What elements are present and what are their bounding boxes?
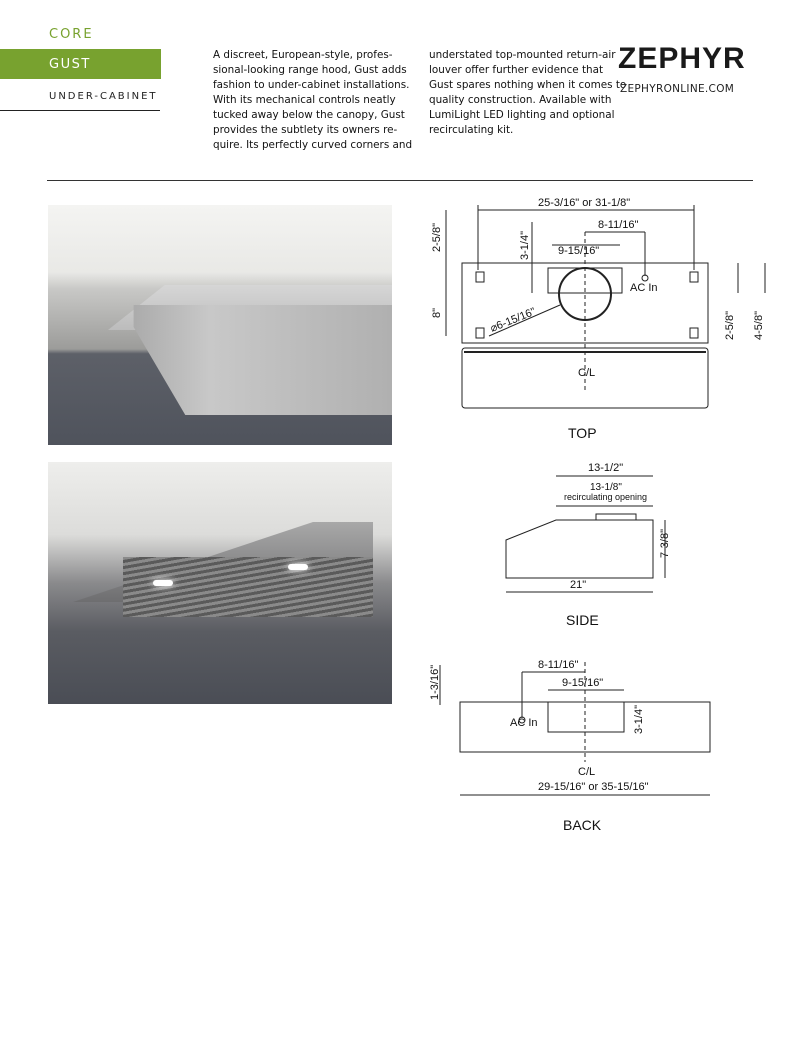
top-cl: C/L	[578, 367, 596, 379]
product-photo-underside	[48, 462, 392, 704]
product-photo-front	[48, 205, 392, 445]
category-label: UNDER-CABINET	[49, 91, 158, 102]
zephyr-logo: ZEPHYR	[618, 42, 746, 75]
dim-top-duct: 9-15/16"	[558, 245, 600, 257]
dim-back-width: 29-15/16" or 35-15/16"	[538, 781, 649, 793]
series-label: CORE	[49, 27, 94, 42]
back-cl: C/L	[578, 766, 596, 778]
dim-back-offset: 8-11/16"	[538, 659, 579, 671]
dim-side-total: 13-1/2"	[588, 462, 624, 474]
dim-back-height: 3-1/4"	[633, 705, 645, 734]
dim-side-height: 7-3/8"	[659, 529, 671, 558]
dim-diameter: ⌀6-15/16"	[488, 305, 538, 335]
dim-right-a: 2-5/8"	[724, 311, 736, 340]
dim-side-depth: 21"	[570, 579, 587, 591]
side-view-body	[506, 520, 653, 578]
dim-top-width: 25-3/16" or 31-1/8"	[538, 197, 631, 209]
website-link[interactable]: ZEPHYRONLINE.COM	[620, 83, 735, 95]
section-divider	[47, 180, 753, 181]
dim-depth: 8"	[431, 307, 443, 318]
dim-back-top: 1-3/16"	[429, 664, 441, 700]
dim-side-recirc: 13-1/8"	[590, 482, 622, 493]
dim-top-offset: 8-11/16"	[598, 219, 639, 231]
model-name: GUST	[49, 57, 91, 72]
description-col-1: A discreet, European-style, profes-sional-looking range hood, Gust adds fashion to under-cabinet installations. With its mechanical controls neatly tucked away below the canopy, Gust provides the subtlety its owners re-quire. Its perfectly curved corners and	[213, 49, 413, 151]
back-view-title: BACK	[563, 817, 602, 833]
divider	[0, 110, 160, 111]
recirc-label: recirculating opening	[564, 492, 648, 502]
side-view-title: SIDE	[566, 612, 599, 628]
dim-back-duct: 9-15/16"	[562, 677, 604, 689]
dim-right-b: 4-5/8"	[753, 311, 765, 340]
dim-front: 2-5/8"	[431, 223, 443, 252]
technical-drawings	[420, 190, 790, 850]
dim-depth-a: 3-1/4"	[519, 231, 531, 260]
description-col-2: understated top-mounted return-air louver offer further evidence that Gust spares nothing when it comes to quality construction. Available with LumiLight LED lighting and optional recirculating kit.	[429, 49, 627, 136]
top-ac-in: AC In	[630, 282, 658, 294]
back-ac-in: AC In	[510, 717, 538, 729]
top-view-title: TOP	[568, 425, 597, 441]
